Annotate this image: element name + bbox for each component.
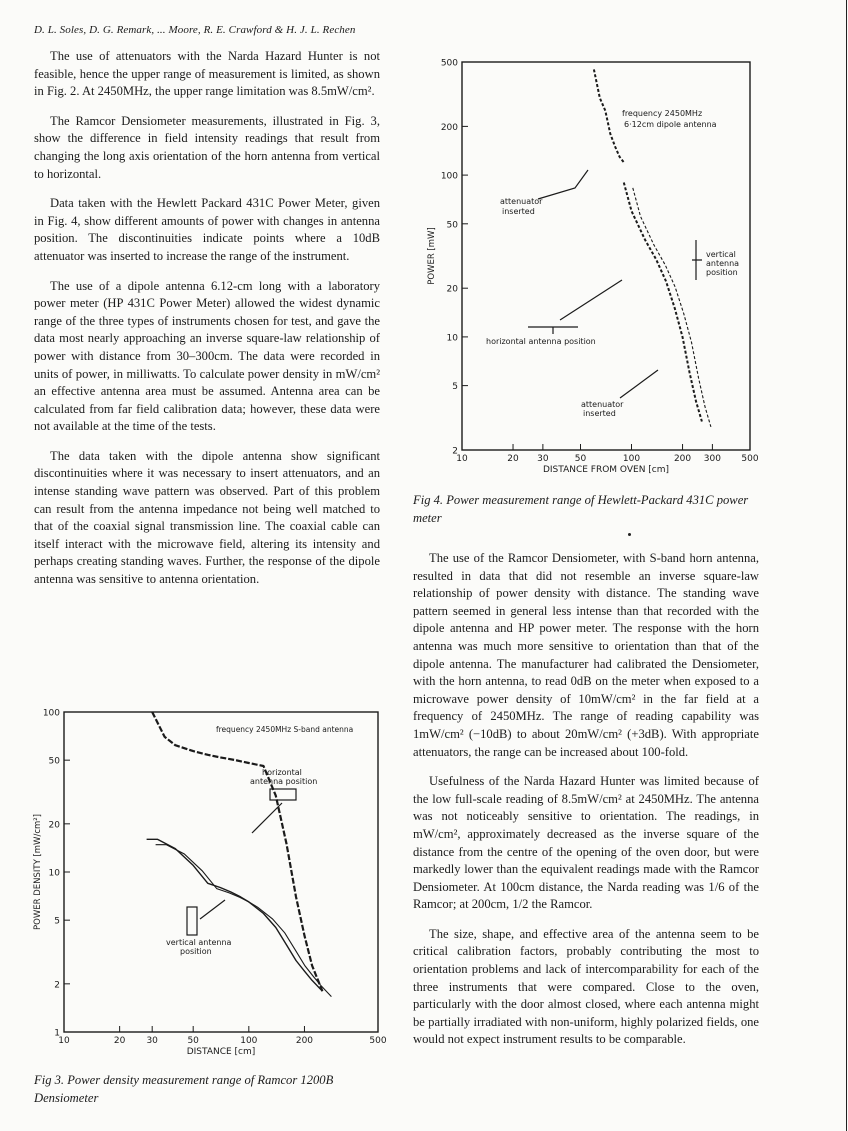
paragraph: The Ramcor Densiometer measurements, illustrated in Fig. 3, show the difference in field intensity readings that result from changing the long axis orientation of the horn antenna from vertical to horizontal.	[34, 113, 380, 181]
x-tick-label: 100	[240, 1036, 258, 1046]
y-tick-label: 10	[48, 868, 60, 879]
fig4-caption: Fig 4. Power measurement range of Hewlett-Packard 431C power meter	[413, 493, 749, 525]
x-tick-label: 30	[537, 454, 549, 464]
fig4-horizontal-pointer	[560, 280, 622, 320]
y-tick-label: 20	[446, 284, 458, 295]
y-tick-label: 5	[452, 382, 458, 393]
stray-mark	[628, 533, 631, 536]
paragraph: Data taken with the Hewlett Packard 431C Power Meter, given in Fig. 4, show different amounts of power with changes in antenna position. The discontinuities indicate points where a 10dB attenuator was inserted to increase the range of the instrument.	[34, 196, 380, 263]
paragraph: The size, shape, and effective area of the antenna seem to be critical calibration factors, probably contributing the most to orientation problems and lack of intercomparability for each of the three instruments that were compared. Close to the oven, particularly with the door almost closed, where each antenna might be partially irradiated with non-uniform, highly polarized fields, one would not expect instrument results to be comparable.	[413, 926, 759, 1047]
x-tick-label: 200	[295, 1036, 314, 1046]
y-tick-label: 100	[440, 171, 458, 182]
x-tick-label: 10	[456, 454, 468, 464]
x-tick-label: 30	[146, 1036, 158, 1046]
fig3-horizontal-label: antenna position	[250, 777, 318, 786]
x-tick-label: 50	[574, 454, 587, 464]
paragraph: The use of attenuators with the Narda Hazard Hunter is not feasible, hence the upper range of measurement is limited, as shown in Fig. 2. At 2450MHz, the upper range limitation was 8.5mW/cm².	[34, 49, 380, 99]
paragraph: The use of a dipole antenna 6.12-cm long with a laboratory power meter (HP 431C Power Meter) allowed the widest dynamic range of the three types of instruments chosen for test, and gave the data most nearly approaching an inverse square-law relationship of power with distance from 30–300cm. The data were recorded in units of power, in milliwatts. To calculate power density in mW/cm² an effective antenna area must be assumed. Antenna area can be calculated from far field calibration data; however, these data were not available at the time of the tests.	[34, 278, 380, 434]
page-edge-line	[846, 0, 847, 1131]
fig3-axes	[33, 709, 387, 1058]
x-tick-label: 200	[673, 454, 692, 464]
x-axis-label: DISTANCE [cm]	[186, 1047, 256, 1057]
series-band-2	[156, 845, 332, 997]
fig4-horizontal-label: horizontal antenna position	[486, 337, 596, 346]
y-tick-label: 50	[446, 220, 458, 231]
y-tick-label: 100	[42, 708, 60, 719]
fig4-frequency-label: 6·12cm dipole antenna	[624, 120, 717, 129]
y-axis-label: POWER [mW]	[427, 227, 437, 285]
fig4-vertical-label: position	[706, 268, 738, 277]
x-tick-label: 20	[113, 1036, 126, 1046]
fig4-attenuator-pointer	[538, 170, 588, 199]
left-column	[34, 48, 380, 601]
fig3-annotations	[166, 725, 353, 956]
fig4-attenuator-label: inserted	[583, 409, 616, 418]
y-tick-label: 2	[452, 446, 458, 457]
running-head: D. L. Soles, D. G. Remark, ... Moore, R. E. Crawford & H. J. L. Rechen	[34, 24, 356, 36]
fig3-marks	[147, 712, 332, 997]
y-tick-label: 20	[48, 820, 60, 831]
x-tick-label: 500	[369, 1036, 387, 1046]
series-line-1	[594, 69, 624, 162]
paragraph: Usefulness of the Narda Hazard Hunter was limited because of the low full-scale reading of 8.5mW/cm² at 2450MHz. The antenna was not noticeably sensitive to orientation. The readings, in mW/cm², approximately decreased as the inverse square of the distance from the centre of the opening of the oven door, but were markedly lower than the equivalent readings made with the Ramcor Densiometer. At 100cm distance, the Narda reading was 1/6 of the Ramcor; at 200cm, 1/2 the Ramcor.	[413, 774, 759, 912]
right-column	[413, 550, 759, 1061]
paragraph: The use of the Ramcor Densiometer, with S-band horn antenna, resulted in data that did not resemble an inverse square-law relationship of power density with distance. The standing wave pattern seemed in general less intense than that recorded with the dipole antenna and HP power meter. The response with the horn antenna was much more sensitive to orientation than that of the dipole antenna. The manufacturer had calibrated the Densiometer, with the horn antenna, to read 0dB on the meter when exposed to a microwave power density of 10mW/cm² in the far field at a frequency of 2450MHz. The range of reading capability was 1mW/cm² (−10dB) to about 20mW/cm² (+3dB). With appropriate attenuators, the range can be increased about 100-fold.	[413, 551, 759, 759]
y-axis-label: POWER DENSITY [mW/cm²]	[33, 813, 43, 931]
fig4-attenuator-pointer	[620, 370, 658, 398]
fig4-attenuator-label: attenuator	[500, 197, 543, 206]
fig4-frequency-label: frequency 2450MHz	[622, 109, 703, 118]
y-tick-label: 2	[54, 980, 60, 991]
plot-frame	[64, 712, 378, 1032]
x-tick-label: 50	[187, 1036, 199, 1046]
y-tick-label: 10	[446, 333, 458, 344]
y-tick-label: 5	[54, 916, 60, 927]
fig3-horizontal-icon	[270, 789, 296, 800]
y-tick-label: 50	[48, 756, 60, 767]
fig4-annotations	[486, 109, 739, 418]
fig3-frequency-label: frequency 2450MHz S-band antenna	[216, 725, 354, 734]
x-tick-label: 500	[741, 454, 759, 464]
x-tick-label: 300	[703, 454, 721, 464]
x-tick-label: 100	[622, 454, 641, 464]
series-band-2	[633, 188, 711, 427]
fig4-attenuator-label: attenuator	[581, 400, 624, 409]
series-line-2	[147, 839, 323, 991]
x-tick-label: 20	[507, 454, 519, 464]
x-axis-label: DISTANCE FROM OVEN [cm]	[542, 465, 670, 475]
fig3-vertical-pointer	[200, 900, 225, 919]
fig4-attenuator-label: inserted	[502, 207, 535, 216]
fig4-chart	[410, 52, 760, 484]
x-tick-label: 10	[58, 1036, 70, 1046]
fig3-vertical-icon	[187, 907, 197, 935]
paragraph: The data taken with the dipole antenna show significant discontinuities where it was necessary to insert attenuators, and an intense standing wave pattern was observed. Part of this problem can result from the antenna impedance not being well matched to that of the coaxial signal transmission line. The coaxial cable can itself interact with the microwave field, altering its intensity and perhaps creating standing waves. Further, the response of the dipole antenna was sensitive to antenna orientation.	[34, 448, 380, 587]
fig3-vertical-label: vertical antenna	[166, 938, 232, 947]
fig4-horizontal-icon	[528, 327, 578, 334]
y-tick-label: 500	[440, 58, 458, 69]
fig3-caption: Fig 3. Power density measurement range of Ramcor 1200B Densiometer	[34, 1073, 334, 1105]
fig4-vertical-label: vertical	[706, 250, 736, 259]
fig4-vertical-icon	[692, 240, 702, 280]
series-line-2	[624, 183, 702, 422]
fig3-vertical-label: position	[180, 947, 212, 956]
fig4-vertical-label: antenna	[706, 259, 740, 268]
y-tick-label: 200	[440, 122, 458, 133]
y-tick-label: 1	[54, 1028, 60, 1039]
fig3-horizontal-pointer	[252, 803, 282, 833]
fig3-horizontal-label: horizontal	[262, 768, 302, 777]
fig3-chart	[30, 705, 387, 1065]
